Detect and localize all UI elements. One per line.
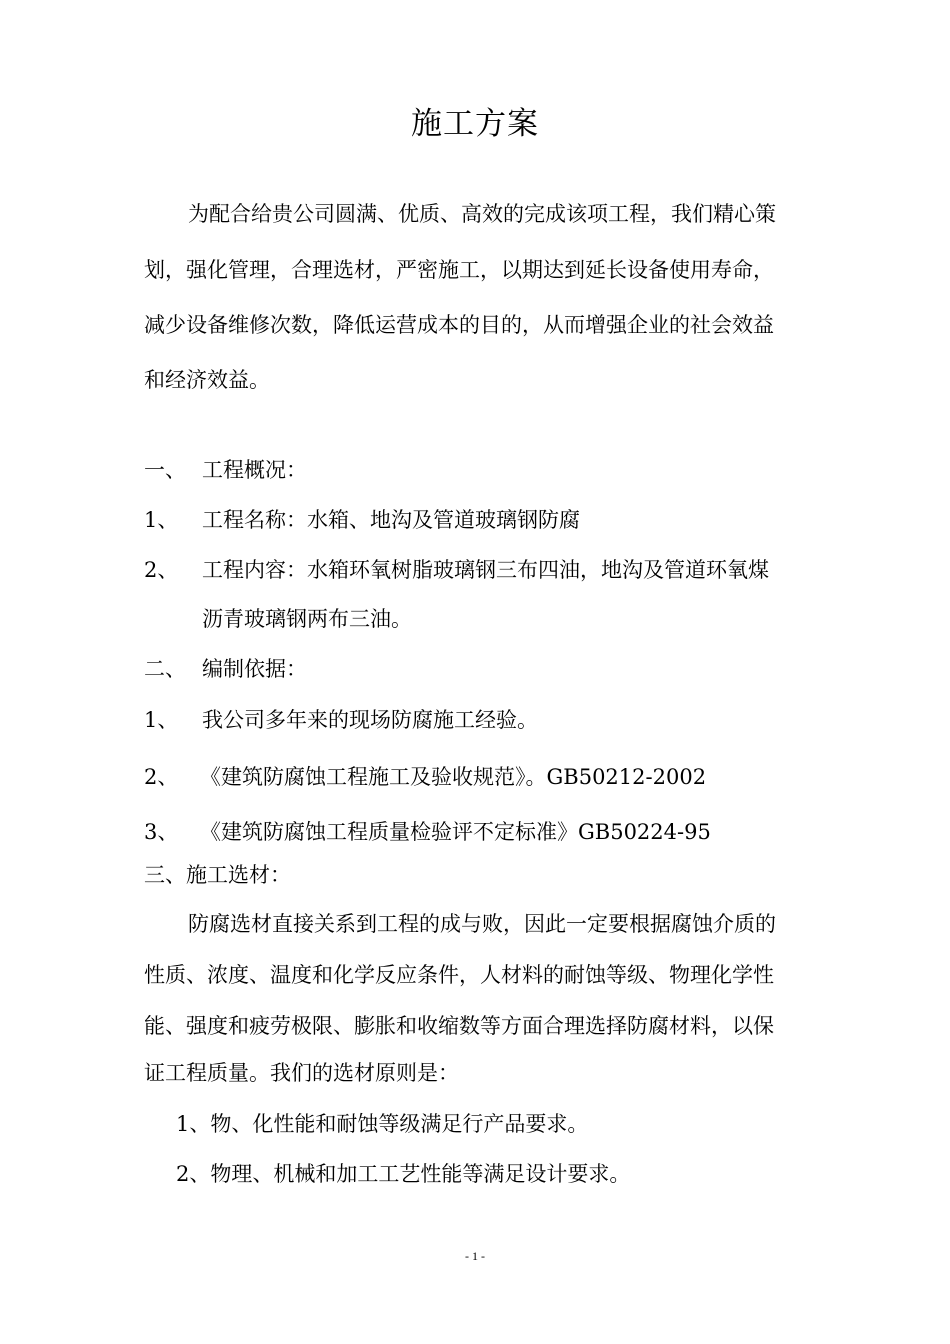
intro-line: 减少设备维修次数，降低运营成本的目的，从而增强企业的社会效益 (144, 313, 774, 337)
item-text: 《建筑防腐蚀工程施工及验收规范》。GB50212-2002 (200, 765, 707, 789)
principle-item: 1、物、化性能和耐蚀等级满足行产品要求。 (176, 1112, 589, 1136)
section-heading: 编制依据： (202, 657, 307, 681)
intro-line: 为配合给贵公司圆满、优质、高效的完成该项工程，我们精心策 (188, 202, 776, 226)
section-heading: 三、施工选材： (144, 863, 291, 887)
section-heading: 工程概况： (202, 458, 307, 482)
item-text: 沥青玻璃钢两布三油。 (202, 607, 412, 631)
document-title: 施工方案 (411, 106, 539, 142)
principle-item: 2、物理、机械和加工工艺性能等满足设计要求。 (176, 1162, 631, 1186)
page-number: - 1 - (465, 1249, 485, 1263)
item-text: 《建筑防腐蚀工程质量检验评不定标准》GB50224-95 (200, 820, 711, 844)
item-text: 工程内容：水箱环氧树脂玻璃钢三布四油，地沟及管道环氧煤 (202, 558, 769, 582)
item-number: 1、 (144, 708, 179, 732)
item-number: 1、 (144, 508, 179, 532)
intro-line: 和经济效益。 (144, 368, 270, 392)
body-line: 能、强度和疲劳极限、膨胀和收缩数等方面合理选择防腐材料，以保 (144, 1014, 774, 1038)
section-number: 一、 (144, 458, 186, 482)
section-number: 二、 (144, 657, 186, 681)
body-line: 防腐选材直接关系到工程的成与败，因此一定要根据腐蚀介质的 (188, 912, 776, 936)
item-text: 我公司多年来的现场防腐施工经验。 (202, 708, 538, 732)
intro-line: 划，强化管理，合理选材，严密施工，以期达到延长设备使用寿命， (144, 258, 774, 282)
item-number: 2、 (144, 765, 179, 789)
item-text: 工程名称：水箱、地沟及管道玻璃钢防腐 (202, 508, 580, 532)
item-number: 2、 (144, 558, 179, 582)
item-number: 3、 (144, 820, 179, 844)
body-line: 证工程质量。我们的选材原则是： (144, 1061, 459, 1085)
body-line: 性质、浓度、温度和化学反应条件，人材料的耐蚀等级、物理化学性 (144, 963, 774, 987)
